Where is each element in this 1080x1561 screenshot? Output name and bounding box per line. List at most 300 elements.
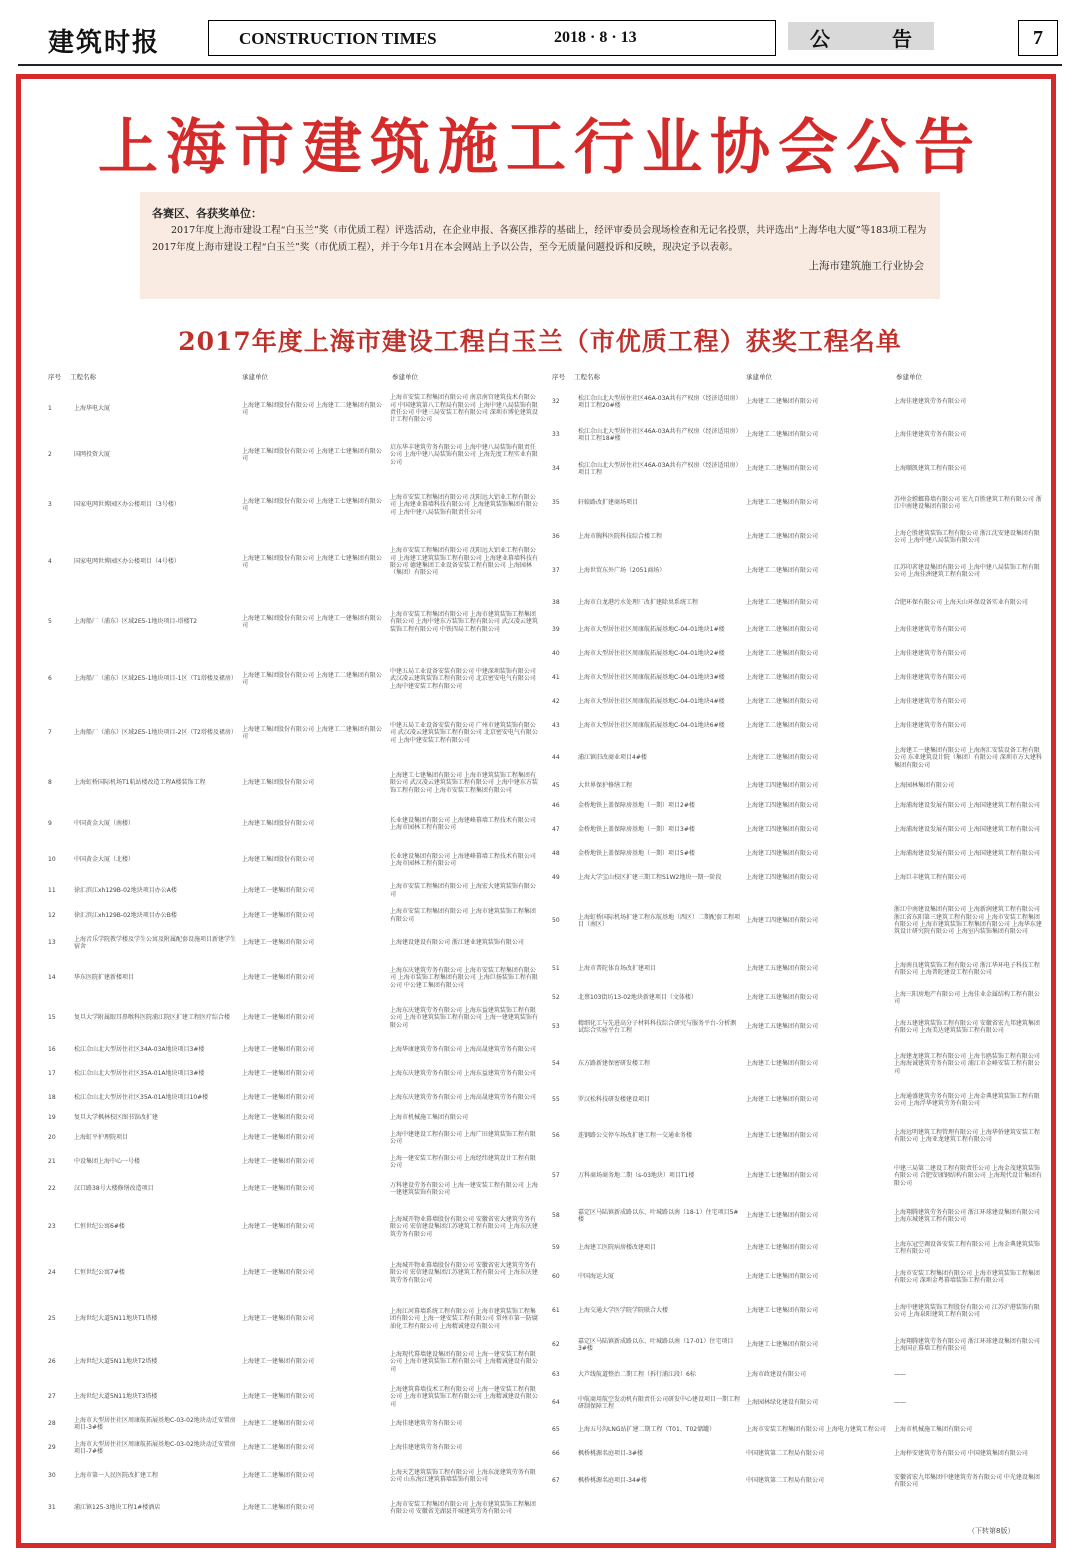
project-name: 国网投资大厦 xyxy=(74,451,111,459)
row-number: 67 xyxy=(552,1477,560,1485)
contractor: 上海建工一建集团有限公司 xyxy=(242,974,315,982)
participants: 上海市机械施工集团有限公司 xyxy=(390,1114,469,1122)
participants: 上海华康建筑劳务有限公司 上海高晟建筑劳务有限公司 xyxy=(390,1046,536,1054)
table-row xyxy=(44,903,538,928)
contractor: 上海建工集团股份有限公司 上海建工一建集团有限公司 xyxy=(242,614,382,629)
participants: 上海翔腾建筑劳务有限公司 浙江环球建设集团有限公司 上海国正幕墙工程有限公司 xyxy=(894,1337,1040,1352)
row-number: 40 xyxy=(552,650,560,658)
row-number: 58 xyxy=(552,1212,560,1220)
table-row xyxy=(548,1442,1042,1466)
project-name: 万科商场商务地二期（s-03地块）项目T1楼 xyxy=(578,1172,695,1180)
contractor: 上海建工七建集团有限公司 xyxy=(746,1172,819,1180)
table-row xyxy=(44,706,538,760)
project-name: 上海世贸东外广场（2051商场） xyxy=(578,567,666,575)
table-row xyxy=(548,618,1042,642)
project-name: 上海大学宝山校区扩建三期工程S1W2地块一期一阶段 xyxy=(578,874,722,882)
table-row xyxy=(548,554,1042,588)
participants: 上海五建建筑装饰工程有限公司 安徽省宏九邦建筑集团有限公司 上海美达建筑装饰工程有限公司 xyxy=(894,1019,1040,1034)
contractor: 上海建工集团股份有限公司 上海建工二建集团有限公司 xyxy=(242,725,382,740)
row-number: 4 xyxy=(48,558,52,566)
contractor: 上海建工一建集团有限公司 xyxy=(242,1158,315,1166)
contractor: 上海建工七建集团有限公司 xyxy=(746,1307,819,1315)
participants: 上海东庆建筑劳务有限公司 上海高晟建筑劳务有限公司 xyxy=(390,1094,536,1102)
participants: 上海市安装工程集团有限公司 沈阳远大铝业工程有限公司 上海建工建筑装饰工程有限公司 上海建业幕墙科技有限公司 德建集团工业设备安装工程有限公司 上海园林（集团）有限公司 xyxy=(390,547,538,577)
table-row xyxy=(548,520,1042,554)
table-row xyxy=(548,1388,1042,1418)
contractor: 中国建筑第二工程局有限公司 xyxy=(746,1450,825,1458)
project-name: 上海市第一人民医院改扩建工程 xyxy=(74,1472,159,1480)
participants: 上海市安装工程集团有限公司 上海市建筑装饰工程集团有限公司 上海中建东方装饰工程有限公司 武汉凌云建筑装饰工程有限公司 中铁四局工程有限公司 xyxy=(390,610,538,633)
participants: 上海佳建建筑劳务有限公司 xyxy=(894,674,967,682)
participants: 上海建龙建筑工程有限公司 上海韦鸥装饰工程有限公司 上海海诚建筑劳务有限公司 浦江市金峰安装工程有限公司 xyxy=(894,1052,1040,1075)
row-number: 55 xyxy=(552,1096,560,1104)
participants: 上海佳建建筑劳务有限公司 xyxy=(894,431,967,439)
row-number: 20 xyxy=(48,1134,56,1142)
participants: 长业建设集团有限公司 上海建峰幕墙工程技术有限公司 上海市园林工程有限公司 xyxy=(390,852,536,867)
table-row xyxy=(44,386,538,432)
contractor: 上海建工一建集团有限公司 xyxy=(242,1393,315,1401)
table-row xyxy=(548,1466,1042,1496)
row-number: 12 xyxy=(48,911,56,919)
row-number: 64 xyxy=(552,1399,560,1407)
table-row xyxy=(548,386,1042,418)
table-row xyxy=(44,806,538,842)
project-name: 徐汇滨江xh129B-02地块项目办公B楼 xyxy=(74,911,177,919)
page-number: 7 xyxy=(1018,20,1058,56)
project-name: 仁恒世纪公寓7#楼 xyxy=(74,1269,125,1277)
project-name: 松江佘山北大型居住社区46A-03A共有产权房（经济适用房）项目工程20#楼 xyxy=(578,394,742,409)
project-name: 中航商用航空发动机有限责任公司研发中心建设项目一期工程研制保障工程 xyxy=(578,1395,741,1410)
participants: —— xyxy=(894,1371,906,1379)
participants: 上海现代幕墙建设集团有限公司 上海一建安装工程有限公司 上海市建筑装饰工程有限公司 上海精诚建设有限公司 xyxy=(390,1350,538,1373)
participants: 上海佳建建筑劳务有限公司 xyxy=(894,650,967,658)
row-number: 60 xyxy=(552,1273,560,1281)
project-name: 上海虹平护理院项目 xyxy=(74,1134,129,1142)
section-char-1: 公 xyxy=(810,27,830,51)
header-no: 序号 xyxy=(552,373,565,381)
table-row xyxy=(44,1150,538,1174)
contractor: 上海建工一建集团有限公司 xyxy=(242,1046,315,1054)
table-row xyxy=(44,478,538,532)
row-number: 1 xyxy=(48,405,52,413)
table-row xyxy=(548,1418,1042,1442)
table-row xyxy=(548,1044,1042,1084)
table-row xyxy=(548,714,1042,738)
issue-date: 2018 · 8 · 13 xyxy=(554,29,637,46)
project-name: 仁恒世纪公寓6#楼 xyxy=(74,1223,125,1231)
participants: 上海通盛建筑劳务有限公司 上海金典建筑装饰工程有限公司 上海浮华建筑劳务有限公司 xyxy=(894,1092,1040,1107)
table-row xyxy=(548,1260,1042,1294)
row-number: 51 xyxy=(552,965,560,973)
participants: 上海翔腾建筑劳务有限公司 浙江环球建设集团有限公司 上海东城建筑工程有限公司 xyxy=(894,1208,1040,1223)
participants: 上海城开物业幕墙股份有限公司 安徽省宏大建筑劳务有限公司 宏信建设集团江苏建筑工程有限公司 上海东庆建筑劳务有限公司 xyxy=(390,1215,538,1238)
row-number: 29 xyxy=(48,1444,56,1452)
participants: 上海东庆建筑劳务有限公司 上海东益建筑劳务有限公司 xyxy=(390,1070,536,1078)
row-number: 42 xyxy=(552,698,560,706)
contractor: 上海建工二建集团有限公司 xyxy=(746,674,819,682)
contractor: 上海建工集团股份有限公司 上海建工二建集团有限公司 xyxy=(242,401,382,416)
contractor: 上海建工七建集团有限公司 xyxy=(746,1060,819,1068)
project-name: 上海市大型居住社区周康航拓展基地C-04-01地块4#楼 xyxy=(578,698,725,706)
row-number: 15 xyxy=(48,1014,56,1022)
project-name: 上海虹桥国际机场扩建工程东航基地（西区）二期配套工程项目（南区） xyxy=(578,913,741,928)
table-row xyxy=(548,818,1042,842)
project-name: 上海市白龙港污水处理厂改扩建除臭系统工程 xyxy=(578,599,699,607)
table-row xyxy=(44,1174,538,1204)
row-number: 39 xyxy=(552,626,560,634)
row-number: 23 xyxy=(48,1223,56,1231)
participants: 上海市安装工程集团有限公司 南京南宫建筑技术有限公司 中国建筑第八工程局有限公司 上海中建八局装饰有限责任公司 中建三局安装工程有限公司 深圳市博伦建筑设计工程有限公司 xyxy=(390,394,538,424)
participants: 上海建设建设有限公司 浙江建业建筑装饰有限公司 xyxy=(390,939,524,947)
table-row xyxy=(44,1382,538,1412)
project-name: 上海市大型居住社区周康航拓展基地C-04-01地块6#楼 xyxy=(578,722,725,730)
project-name: 松江佘山北大型居住社区35A-01A地块项目3#楼 xyxy=(74,1070,205,1078)
participants: 上海佳建建筑劳务有限公司 xyxy=(894,626,967,634)
contractor: 上海建工一建集团有限公司 xyxy=(242,1223,315,1231)
contractor: 上海建工二建集团有限公司 xyxy=(746,567,819,575)
row-number: 44 xyxy=(552,754,560,762)
project-name: 北蔡103街坊13-02地块新建项目（文体楼） xyxy=(578,994,697,1002)
project-name: 上海市大型居住社区周康航拓展基地C-03-02地块动迁安置房项目-3#楼 xyxy=(74,1416,236,1431)
header-name: 工程名称 xyxy=(574,373,600,381)
table-row xyxy=(548,890,1042,952)
table-row xyxy=(44,1204,538,1250)
participants: 上海远明建筑工程管理有限公司 上海华侨建筑安装工程有限公司 上海亚龙建筑工程有限公司 xyxy=(894,1128,1040,1143)
project-name: 中国海运大厦 xyxy=(578,1273,615,1281)
contractor: 上海建工一建集团有限公司 xyxy=(242,1070,315,1078)
table-row xyxy=(44,1492,538,1524)
masthead xyxy=(18,14,1062,60)
project-name: 上海船厂（浦东）区域2E5-1地块项目-1区（T1塔楼及裙房） xyxy=(74,675,237,683)
table-rows-right xyxy=(548,386,1042,1496)
row-number: 34 xyxy=(552,465,560,473)
participants: 中建五局工业设备安装有限公司 广州市建筑装饰有限公司 武汉凌云建筑装饰工程有限公司 北京密安电气有限公司 上海中建安装工程有限公司 xyxy=(390,721,538,744)
table-row xyxy=(548,486,1042,520)
contractor: 上海建工五建集团有限公司 xyxy=(746,1023,819,1031)
row-number: 13 xyxy=(48,939,56,947)
contractor: 上海建工二建集团有限公司 xyxy=(746,650,819,658)
project-name: 松江佘山北大型居住社区46A-03A共有产权房（经济适用房）项目工程 xyxy=(578,461,742,476)
row-number: 52 xyxy=(552,994,560,1002)
table-row xyxy=(44,1460,538,1492)
participants: 上海市安装工程集团有限公司 上海市建筑装饰工程集团有限公司 xyxy=(390,908,536,923)
row-number: 17 xyxy=(48,1070,56,1078)
participants: 中建三局第二建设工程有限责任公司 上海金茂建筑装饰有限公司 合肥安康钢结构有限公司 上海现代设计集团有限公司 xyxy=(894,1164,1042,1187)
participants: 上海佳建建筑劳务有限公司 xyxy=(390,1444,463,1452)
contractor: 上海建工四建集团有限公司 xyxy=(746,917,819,925)
contractor: 上海建工集团股份有限公司 xyxy=(242,820,315,828)
contractor: 上海建工二建集团有限公司 xyxy=(746,698,819,706)
participants: 上海浦海建设发展有限公司 上海国建建筑工程有限公司 xyxy=(894,826,1040,834)
table-row xyxy=(44,432,538,478)
project-name: 上海五号沟LNG站扩建二期工程（T01、T02储罐） xyxy=(578,1426,716,1434)
participants: 上海中建建筑装饰工程股份有限公司 江苏沪港装饰有限公司 上海泉阳建筑工程有限公司 xyxy=(894,1303,1040,1318)
project-name: 上海市大型居住社区周康航拓展基地C-03-02地块动迁安置房项目-7#楼 xyxy=(74,1440,236,1455)
project-name: 上海世纪大道5N11地块T2塔楼 xyxy=(74,1358,158,1366)
table-header xyxy=(548,372,1042,386)
contractor: 上海建工一建集团有限公司 xyxy=(242,1114,315,1122)
participants: 上海市安装工程集团有限公司 沈阳远大铝业工程有限公司 上海建业幕墙科技有限公司 上海建筑装饰集团有限公司 上海中建八局装饰有限责任公司 xyxy=(390,493,538,516)
row-number: 19 xyxy=(48,1114,56,1122)
project-name: 上海交通大学医学院学院联合大楼 xyxy=(578,1307,669,1315)
row-number: 65 xyxy=(552,1426,560,1434)
table-row xyxy=(548,1294,1042,1328)
row-number: 53 xyxy=(552,1023,560,1031)
participants: 上海东庆建筑劳务有限公司 上海市安装工程集团有限公司 上海市装饰工程集团有限公司 上海巨扬装饰工程有限公司 中公建工集团有限公司 xyxy=(390,966,538,989)
project-name: 上海市大型居住社区周康航拓展基地C-04-01地块3#楼 xyxy=(578,674,725,682)
project-name: 国家电网世博园区办公楼项目（4号楼） xyxy=(74,558,180,566)
row-number: 35 xyxy=(552,499,560,507)
row-number: 31 xyxy=(48,1504,56,1512)
contractor: 上海建工四建集团有限公司 xyxy=(746,782,819,790)
project-name: 枫桥桃源名庭项目-34#楼 xyxy=(578,1477,647,1485)
row-number: 8 xyxy=(48,779,52,787)
project-name: 国家电网世博园区办公楼项目（3号楼） xyxy=(74,501,180,509)
project-name: 嘉定区马陆镇新成路以东、叶城路以南（18-1）住宅项目5#楼 xyxy=(578,1208,739,1223)
project-name: 上海世纪大道5N11地块T1塔楼 xyxy=(74,1315,158,1323)
contractor: 上海建工七建集团有限公司 xyxy=(746,1273,819,1281)
table-row xyxy=(44,1086,538,1110)
table-row xyxy=(44,1412,538,1436)
participants: 上海东庆建筑劳务有限公司 上海东益建筑装饰工程有限公司 上海市建筑装饰工程有限公司 上海一建建筑装饰有限公司 xyxy=(390,1006,538,1029)
project-name: 浦江镇125-3地块工程1#楼酒店 xyxy=(74,1504,161,1512)
table-row xyxy=(44,1126,538,1150)
contractor: 上海建工二建集团有限公司 xyxy=(746,465,819,473)
participants: 上海市安装工程集团有限公司 上海市建筑装饰工程集团有限公司 深圳金粤幕墙装饰工程有限公司 xyxy=(894,1269,1040,1284)
contractor: 上海建工四建集团有限公司 xyxy=(746,850,819,858)
table-right-column xyxy=(548,372,1042,1496)
contractor: 上海建工二建集团有限公司 xyxy=(746,398,819,406)
table-left-column xyxy=(44,372,538,1524)
table-row xyxy=(548,794,1042,818)
contractor: 上海建工二建集团有限公司 xyxy=(746,754,819,762)
list-title: 2017年度上海市建设工程白玉兰（市优质工程）获奖工程名单 xyxy=(178,327,902,356)
project-name: 徐汇滨江xh129B-02地块项目办公A楼 xyxy=(74,886,177,894)
row-number: 18 xyxy=(48,1094,56,1102)
table-row xyxy=(548,642,1042,666)
project-name: 上海船厂（浦东）区域2E5-1地块项目-2区（T2塔楼及裙房） xyxy=(74,729,237,737)
table-row xyxy=(548,588,1042,618)
row-number: 36 xyxy=(552,533,560,541)
participants: 万科建设劳务有限公司 上海一建安装工程有限公司 上海一建建筑装饰有限公司 xyxy=(390,1181,538,1196)
row-number: 38 xyxy=(552,599,560,607)
header-no: 序号 xyxy=(48,373,61,381)
participants: 上海建工七建集团有限公司 上海市建筑装饰工程集团有限公司 武汉凌云建筑装饰工程有限公司 上海中建东方装饰工程有限公司 上海市安装工程集团有限公司 xyxy=(390,771,538,794)
contractor: 上海建工二建集团有限公司 xyxy=(746,599,819,607)
masthead-rule xyxy=(18,64,1062,66)
table-row xyxy=(44,998,538,1038)
participants: 启东华丰建筑劳务有限公司 上海中建八局装饰有限责任公司 上海中建八局装饰有限公司 上海先度工程实业有限公司 xyxy=(390,443,538,466)
row-number: 50 xyxy=(552,917,560,925)
participants: 上海佳建建筑劳务有限公司 xyxy=(894,398,967,406)
row-number: 26 xyxy=(48,1358,56,1366)
table-row xyxy=(548,842,1042,866)
contractor: 上海建工七建集团有限公司 xyxy=(746,1212,819,1220)
participants: 上海佳建建筑劳务有限公司 xyxy=(894,698,967,706)
contractor: 上海建工一建集团有限公司 xyxy=(242,1185,315,1193)
table-row xyxy=(44,592,538,652)
table-header xyxy=(44,372,538,386)
row-number: 48 xyxy=(552,850,560,858)
notice-greeting: 各赛区、各获奖单位： xyxy=(152,207,262,220)
participants: 上海梓安建筑劳务有限公司 中国建筑集团有限公司 xyxy=(894,1450,1028,1458)
project-name: 枫桥桃源名庭项目-3#楼 xyxy=(578,1450,644,1458)
row-number: 5 xyxy=(48,618,52,626)
table-row xyxy=(44,652,538,706)
project-name: 上海建工医院病房楼改建项目 xyxy=(578,1244,657,1252)
contractor: 上海建工四建集团有限公司 xyxy=(746,802,819,810)
row-number: 16 xyxy=(48,1046,56,1054)
table-row xyxy=(548,690,1042,714)
contractor: 上海建工二建集团有限公司 xyxy=(242,1504,315,1512)
project-name: 上海世纪大道5N11地块T3塔楼 xyxy=(74,1393,158,1401)
project-name: 复旦大学枫林校区图书馆改扩建 xyxy=(74,1114,159,1122)
participants: 上海佳建建筑劳务有限公司 xyxy=(390,1420,463,1428)
row-number: 7 xyxy=(48,729,52,737)
participants: 上海仑胜建筑装饰工程有限公司 浙江沈安建设集团有限公司 上海中建八局装饰有限公司 xyxy=(894,529,1040,544)
contractor: 上海建工五建集团有限公司 xyxy=(746,994,819,1002)
project-name: 金桥地铁上盖保障房基地（一期）项目2#楼 xyxy=(578,802,695,810)
notice-body: 2017年度上海市建设工程“白玉兰”奖（市优质工程）评选活动，在企业申报、各赛区推荐的基础上，经评审委员会现场检查和无记名投票，共评选出“上海华电大厦”等183项工程为2017年度上海市建设工程“白玉兰”奖（市优质工程），并于今年1月在本会网站上予以公告，至今无质量问题投诉和反映，现决定予以表彰。 xyxy=(152,225,927,253)
row-number: 56 xyxy=(552,1132,560,1140)
row-number: 66 xyxy=(552,1450,560,1458)
project-name: 嘉定区马陆镇新成路以东、叶城路以南（17-01）住宅项目3#楼 xyxy=(578,1337,734,1352)
table-row xyxy=(548,986,1042,1010)
contractor: 上海建工二建集团有限公司 xyxy=(746,722,819,730)
contractor: 上海建工一建集团有限公司 xyxy=(242,911,315,919)
table-row xyxy=(44,1038,538,1062)
row-number: 10 xyxy=(48,856,56,864)
participants: 上海顺凯建筑工程有限公司 xyxy=(894,465,967,473)
table-row xyxy=(548,418,1042,452)
participants: 上海建工一建集团有限公司 上海南汇安装设备工程有限公司 东亚建筑设计院（集团）有限公司 深圳市方大建科集团有限公司 xyxy=(894,746,1042,769)
contractor: 上海建工一建集团有限公司 xyxy=(242,1358,315,1366)
row-number: 57 xyxy=(552,1172,560,1180)
contractor: 上海建工集团股份有限公司 上海建工二建集团有限公司 xyxy=(242,671,382,686)
contractor: 上海建工七建集团有限公司 xyxy=(746,1132,819,1140)
row-number: 41 xyxy=(552,674,560,682)
header-part: 参建单位 xyxy=(392,373,418,381)
row-number: 22 xyxy=(48,1185,56,1193)
project-name: 东方路新建保密研发楼工程 xyxy=(578,1060,651,1068)
project-name: 轩辕路改扩建商场项目 xyxy=(578,499,639,507)
project-name: 金桥地铁上盖保障房基地（一期）项目5#楼 xyxy=(578,850,695,858)
contractor: 上海市安装工程集团有限公司 上海电力建筑工程公司 xyxy=(746,1426,886,1434)
row-number: 25 xyxy=(48,1315,56,1323)
contractor: 上海建工五建集团有限公司 xyxy=(746,965,819,973)
contractor: 上海建工二建集团有限公司 xyxy=(242,1444,315,1452)
contractor: 上海建工二建集团有限公司 xyxy=(242,1472,315,1480)
notice-box xyxy=(140,192,940,299)
participants: 上海浦海建设发展有限公司 上海国建建筑工程有限公司 xyxy=(894,850,1040,858)
table-row xyxy=(44,1296,538,1342)
participants: 上海城开物业幕墙股份有限公司 安徽省宏大建筑劳务有限公司 宏信建设集团江苏建筑工程有限公司 上海东庆建筑劳务有限公司 xyxy=(390,1261,538,1284)
project-name: 浦江镇旧改商业项目4#楼 xyxy=(578,754,647,762)
row-number: 37 xyxy=(552,567,560,575)
project-name: 连钢路公交停车场改扩建工程一交通业务楼 xyxy=(578,1132,693,1140)
contractor: 中国建筑第二工程局有限公司 xyxy=(746,1477,825,1485)
table-row xyxy=(548,1362,1042,1388)
row-number: 11 xyxy=(48,886,56,894)
contractor: 上海建工一建集团有限公司 xyxy=(242,1134,315,1142)
row-number: 47 xyxy=(552,826,560,834)
row-number: 14 xyxy=(48,974,56,982)
contractor: 上海建工一建集团有限公司 xyxy=(242,1269,315,1277)
row-number: 54 xyxy=(552,1060,560,1068)
project-name: 上海市胸科医院科技综合楼工程 xyxy=(578,533,663,541)
row-number: 45 xyxy=(552,782,560,790)
contractor: 上海建工一建集团有限公司 xyxy=(242,1094,315,1102)
participants: 长业建设集团有限公司 上海建峰幕墙工程技术有限公司 上海市园林工程有限公司 xyxy=(390,816,536,831)
project-name: 中国黄金大厦（南楼） xyxy=(74,820,135,828)
table-row xyxy=(44,928,538,958)
table-row xyxy=(548,952,1042,986)
paper-name-box xyxy=(208,20,776,56)
contractor: 上海建工集团股份有限公司 xyxy=(242,779,315,787)
table-row xyxy=(548,452,1042,486)
participants: 上海建筑幕墙技术工程有限公司 上海一建安装工程有限公司 上海市建筑装饰工程有限公司 上海精诚建设有限公司 xyxy=(390,1385,538,1408)
row-number: 33 xyxy=(552,431,560,439)
table-row xyxy=(44,1110,538,1126)
table-row xyxy=(548,1084,1042,1116)
contractor: 上海园林绿化建设有限公司 xyxy=(746,1399,819,1407)
project-name: 上海市普陀体育场改扩建项目 xyxy=(578,965,657,973)
contractor: 上海建工二建集团有限公司 xyxy=(746,533,819,541)
project-name: 上海虹桥国际机场T1航站楼改造工程A楼装饰工程 xyxy=(74,779,206,787)
table-rows-left xyxy=(44,386,538,1524)
row-number: 49 xyxy=(552,874,560,882)
project-name: 上海音乐学院教学楼及学生公寓及附属配套设施项目新建学生宿舍 xyxy=(74,935,237,950)
header-name: 工程名称 xyxy=(70,373,96,381)
header-part: 参建单位 xyxy=(896,373,922,381)
participants: 上海中建建设工程有限公司 上海广田建筑装饰工程有限公司 xyxy=(390,1130,536,1145)
participants: 上海南良建筑装饰工程有限公司 浙江华环电子科技工程有限公司 上海普陀建设工程有限公司 xyxy=(894,961,1040,976)
participants: 上海巨丰建筑工程有限公司 xyxy=(894,874,967,882)
section-char-2: 告 xyxy=(892,27,912,51)
table-row xyxy=(44,1436,538,1460)
participants: 上海江河幕墙系统工程有限公司 上海市建筑装饰工程集团有限公司 上海一建安装工程有限公司 常州市第一防腐油化工程有限公司 上海精诚建设有限公司 xyxy=(390,1307,538,1330)
contractor: 上海建工二建集团有限公司 xyxy=(242,1420,315,1428)
row-number: 2 xyxy=(48,451,52,459)
contractor: 上海建工二建集团有限公司 xyxy=(746,499,819,507)
row-number: 27 xyxy=(48,1393,56,1401)
header-unit: 承建单位 xyxy=(242,373,268,381)
participants: 上海一建安装工程有限公司 上海经纬建筑设计工程有限公司 xyxy=(390,1154,536,1169)
continued-note: （下转第8版） xyxy=(968,1527,1015,1535)
participants: —— xyxy=(894,1399,906,1407)
row-number: 61 xyxy=(552,1307,560,1315)
table-row xyxy=(548,1010,1042,1044)
participants: 苏州金螳螂幕墙有限公司 宏九百胜建筑工程有限公司 浙江中南建设集团有限公司 xyxy=(894,495,1042,510)
row-number: 28 xyxy=(48,1420,56,1428)
participants: 上海园林集团有限公司 xyxy=(894,782,955,790)
project-name: 精细化工与先进高分子材料科技综合研究与服务平台-分析测试综合实验平台工程 xyxy=(578,1019,737,1034)
table-row xyxy=(44,842,538,878)
project-name: 罗汉松科技研发楼建设项目 xyxy=(578,1096,651,1104)
project-name: 上海市大型居住社区周康航拓展基地C-04-01地块2#楼 xyxy=(578,650,725,658)
project-name: 中国黄金大厦（北楼） xyxy=(74,856,135,864)
participants: 上海三阳房地产有限公司 上海佳业金属结构工程有限公司 xyxy=(894,990,1040,1005)
main-title: 上海市建筑施工行业协会公告 xyxy=(98,113,982,183)
row-number: 24 xyxy=(48,1269,56,1277)
project-name: 华东医院扩建新楼项目 xyxy=(74,974,135,982)
contractor: 上海建工一建集团有限公司 xyxy=(242,939,315,947)
contractor: 上海建工集团股份有限公司 上海建工七建集团有限公司 xyxy=(242,554,382,569)
table-row xyxy=(548,866,1042,890)
row-number: 3 xyxy=(48,501,52,509)
project-name: 松江佘山北大型居住社区46A-03A共有产权房（经济适用房）项目工程18#楼 xyxy=(578,427,742,442)
project-name: 汉口路38号大楼修缮改造项目 xyxy=(74,1185,154,1193)
